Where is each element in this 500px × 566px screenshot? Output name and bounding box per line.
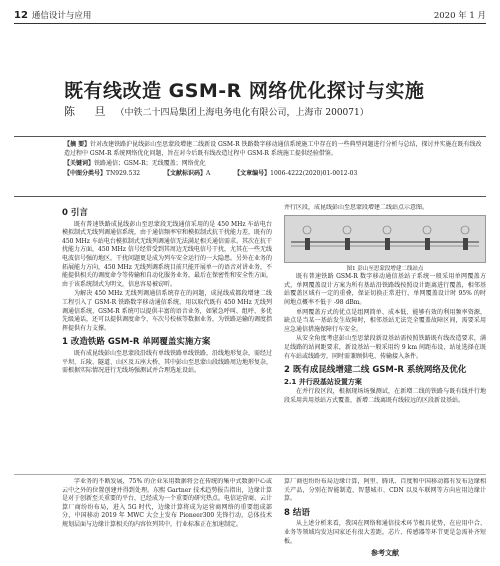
right-column <box>284 204 486 470</box>
paragraph: 在并行段区段，根据现场场强测试，在新增二线的铁路与既有线并行地段采用共用基站方式覆盖，新增二线离既有线较远的区段新设基站。 <box>284 388 486 404</box>
page-number: 12 <box>14 10 28 21</box>
author-name: 陈 旦 <box>64 105 114 118</box>
references-heading: 参考文献 <box>371 549 399 558</box>
section-heading-2: 2 既有成昆线增建二线 GSM-R 系统网络及优化 <box>284 365 467 376</box>
paragraph: 字业务的不断发展，75% 的企业采用数据将会在传统的集中式数据中心或云中之外的位置创建并得到处理。东熙 Gartner 技术趋势报告指出，边缘计算是对于创新至关重要的平台，已经成为一个重要的研究热点。电信运营商、云计算厂商纷纷布局，进入 5G 时代，边缘计算将成为运营商网络的重要组成部分，中国移动 2019 年 MWC 大会上发布 Pioneer300 先锋行动，总体技术规划层面与边缘计算相关的内容位列其中，行业标准正在加速制定。 <box>62 478 272 528</box>
author-affiliation: （中铁二十四局集团上海电务电化有限公司，上海市 200071） <box>115 108 369 118</box>
right-column-bottom <box>284 478 486 564</box>
figure-caption: 图1 彭山至思蒙段增建二线站点 <box>346 265 424 272</box>
paragraph: 为解决 450 MHz 无线列调通信系统存在的问题，成昆线成都段增建二线工程引入了 GSM-R 铁路数字移动通信系统，用以取代既有 450 MHz 无线列调通信系统，GSM-R 系统可以提供丰富的语音业务，如紧急呼叫、组呼、多优先级通话，还可以提供调度命令、车次号校核等数据业务，为铁路运输的调度指挥提供有力支撑。 <box>62 290 272 332</box>
abstract-block <box>64 140 486 179</box>
left-column <box>62 204 272 470</box>
abstract: 【摘 要】针对改建铁路沪昆线彭山至思蒙段增建二线新设 GSM-R 铁路数字移动通信系统施工中存在的一些典型问题进行分析与总结，探讨并实施在既有线改造过程中 GSM-R 系统网络优化问题，旨在对今后既有线改造过程中 GSM-R 系统施工提供经验借鉴。 <box>64 141 482 157</box>
abstract-bottom-rule <box>14 196 486 197</box>
section-heading-1: 1 改造铁路 GSM-R 单网覆盖实施方案 <box>62 337 211 348</box>
journal-name: 12 通信设计与应用 <box>14 10 92 21</box>
classification-line: 【中图分类号】TN929.532 【文献标识码】A 【文章编号】1006-4222(2020)01-0012-03 <box>64 170 358 177</box>
issue-date: 2020 年 1 月 <box>433 11 486 21</box>
left-column-bottom <box>62 478 272 562</box>
keywords: 【关键词】铁路通信；GSM-R；无线覆盖；网络优化 <box>64 160 206 167</box>
paragraph: 既有普速铁路成昆线彭山至思蒙段无线通信采用的是 450 MHz 车站电台模拟制式无线列调通信系统，由于通信频率窄和模拟制式抗干扰能力差，既有的 450 MHz 车站电台模拟制式无线列调通信无法满足相关通信需求。其次在抗干扰能力方面，450 MHz 信号经常受到其周边无线电信号干扰，尤其在一些无线电波信号强的地区，干扰问题更是成为列车安全运行的一大隐患。另外在业务的拓展能力方向，450 MHz 无线列调系统目前只能开展单一的语音对讲业务，不能提供相关的调度命令等传输和自动化服务业务，最后在保密性和安全性方面，由于该系统制式为明文，信息容易被窃听。 <box>62 220 272 288</box>
section-heading-conclusion: 8 结语 <box>284 507 310 518</box>
paragraph: 从安全角度考虑彭山至思蒙段新设基站需按照铁路既有线改造要求，满足线路的站间距要求，新设基站一般采用约 9 km 间距布设，站址选择在既有车站或线路旁，同时需兼顾供电、传输接入条件。 <box>284 335 486 360</box>
section-divider <box>14 474 486 475</box>
paragraph: 既有普速铁路 GSM-R 数字移动通信基站子系统一般采用单网覆盖方式，单网覆盖设计方案为所有基站沿铁路线按照设计距离进行覆盖，相邻基站覆盖区域有一定的重叠，保证切换正常进行，单网覆盖设计时 95% 的时间地点概率不低于 -98 dBm。 <box>284 273 486 306</box>
abstract-top-rule <box>14 136 486 137</box>
paragraph: 单网覆盖方式的优点是组网简单、成本低、能够有效的利用频率资源，缺点是当某一基站发生故障时，相邻基站无法完全覆盖故障区间，需要采用应急通信措施保障行车安全。 <box>284 308 486 333</box>
paper-title: 既有线改造 GSM-R 网络优化探讨与实施 <box>64 80 425 102</box>
paragraph: 从上述分析来看，我国在网络和通信技术环节极具优势，在应用中合、业务等领域均发达国家还有很大差距，芯片、传感器等环节更是急需补齐短板。 <box>284 520 486 545</box>
figure-1 <box>284 215 486 263</box>
author-line <box>64 103 369 119</box>
paragraph: 算厂商也纷纷布局边缘计算，阿里、腾讯、百度和中国移动都有发布边缘相关产品，分别在智能制造、智慧城市、CDN 以及车联网等方向应用边缘计算。 <box>284 478 486 503</box>
section-heading-intro: 0 引言 <box>62 208 88 218</box>
subsection-heading-2-1: 2.1 并行段基站设置方案 <box>284 377 362 386</box>
running-header <box>14 4 486 24</box>
paragraph: 既有成昆线彭山至思蒙段沿线有单线铁路单线铁路，沿线地形复杂，需经过平坝、丘陵、隧道、山区及五座大桥，其中彭山至思蒙山段线路周边地形复杂，需根据实际情况进行无线场强测试并合理选址设站。 <box>62 349 272 375</box>
station-diagram <box>285 216 485 263</box>
paragraph: 并行区段，成昆线彭山至思蒙段增建二线站点示意图。 <box>284 204 429 211</box>
